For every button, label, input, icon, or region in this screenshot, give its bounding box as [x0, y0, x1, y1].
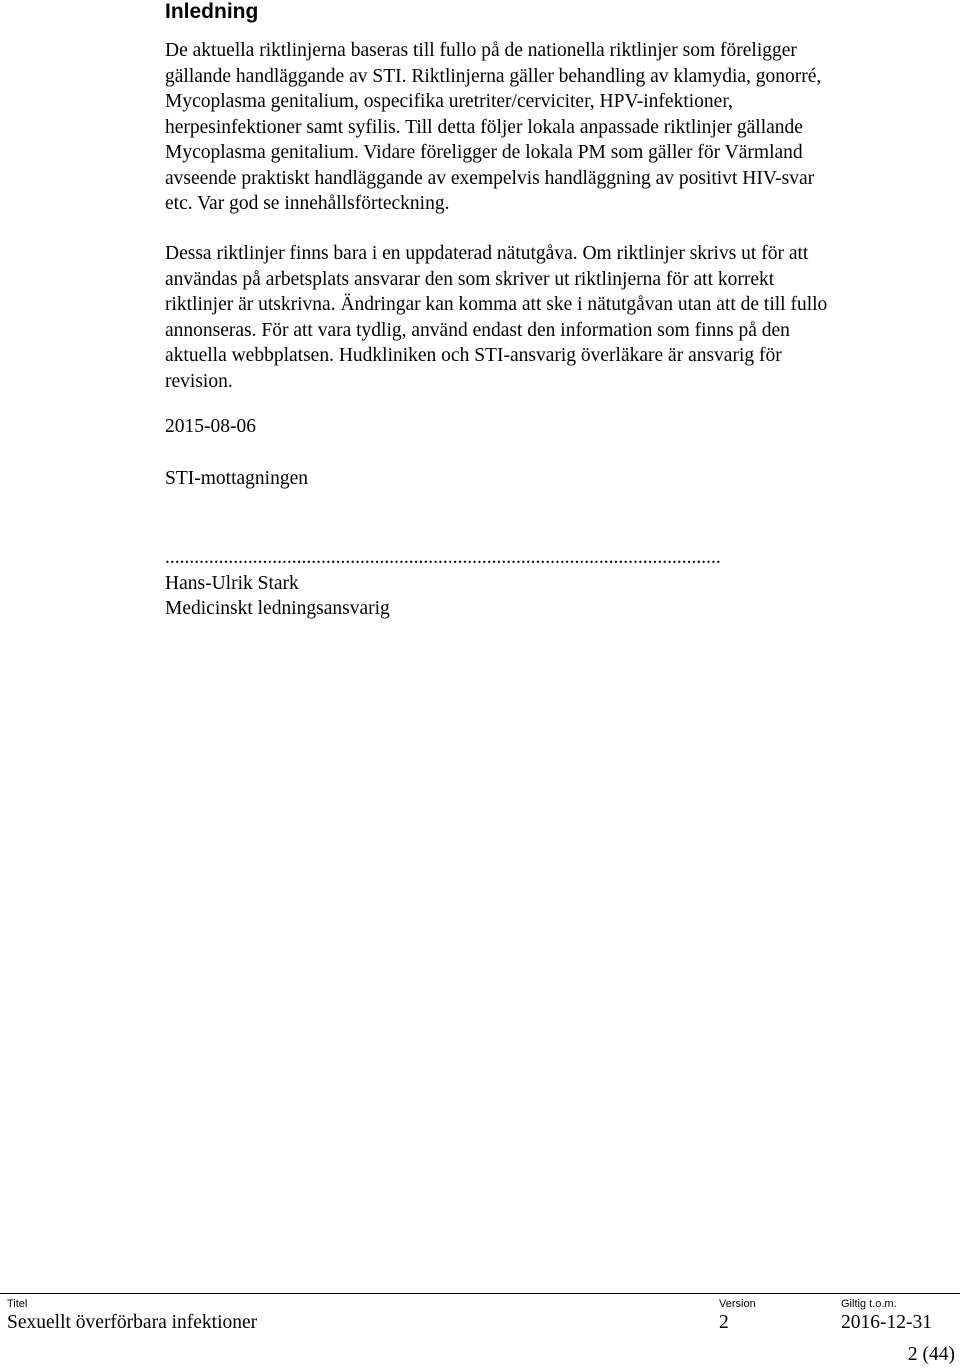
paragraph-line: Mycoplasma genitalium. Vidare föreligger de lokala PM som gäller för Värmland	[165, 142, 803, 163]
issuing-unit: STI-mottagningen	[165, 468, 308, 489]
paragraph-line: De aktuella riktlinjerna baseras till fullo på de nationella riktlinjer som föreligger	[165, 40, 797, 61]
signer-title: Medicinskt ledningsansvarig	[165, 598, 390, 619]
paragraph-line: avseende praktiskt handläggande av exempelvis handläggning av positivt HIV-svar	[165, 167, 815, 189]
paragraph-line: herpesinfektioner samt syfilis. Till detta följer lokala anpassade riktlinjer gällande	[165, 116, 803, 138]
paragraph-line: etc. Var god se innehållsförteckning.	[165, 193, 450, 214]
signer-name: Hans-Ulrik Stark	[165, 572, 299, 594]
paragraph-line: Mycoplasma genitalium, ospecifika uretriter/cerviciter, HPV-infektioner,	[165, 91, 733, 112]
section-heading: Inledning	[165, 0, 259, 23]
paragraph-line: annonseras. För att vara tydlig, använd endast den information som finns på den	[165, 319, 790, 341]
paragraph-line: riktlinjer är utskrivna. Ändringar kan komma att ske i nätutgåvan utan att de till fullo	[165, 294, 828, 315]
paragraph-line: användas på arbetsplats ansvarar den som skriver ut riktlinjerna för att korrekt	[165, 268, 775, 290]
footer-title-value: Sexuellt överförbara infektioner	[7, 1312, 258, 1333]
document-date: 2015-08-06	[165, 416, 256, 437]
footer-valid-label: Giltig t.o.m.	[841, 1298, 897, 1310]
footer-valid-value: 2016-12-31	[841, 1312, 932, 1333]
paragraph-line: Dessa riktlinjer finns bara i en uppdaterad nätutgåva. Om riktlinjer skrivs ut för att	[165, 243, 809, 264]
footer-title-label: Titel	[7, 1298, 28, 1310]
paragraph-line: revision.	[165, 370, 233, 392]
footer-version-value: 2	[719, 1312, 729, 1333]
paragraph-line: gällande handläggande av STI. Riktlinjerna gäller behandling av klamydia, gonorré,	[165, 65, 822, 87]
footer-divider	[0, 1293, 960, 1294]
signature-block	[165, 545, 945, 622]
page-number: 2 (44)	[907, 1344, 955, 1365]
intro-paragraph	[165, 38, 945, 217]
footer-version-label: Version	[719, 1298, 756, 1310]
signature-line: ..................................................................................................................	[165, 547, 721, 568]
distribution-paragraph	[165, 241, 945, 394]
paragraph-line: aktuella webbplatsen. Hudkliniken och STI-ansvarig överläkare är ansvarig för	[165, 345, 782, 366]
